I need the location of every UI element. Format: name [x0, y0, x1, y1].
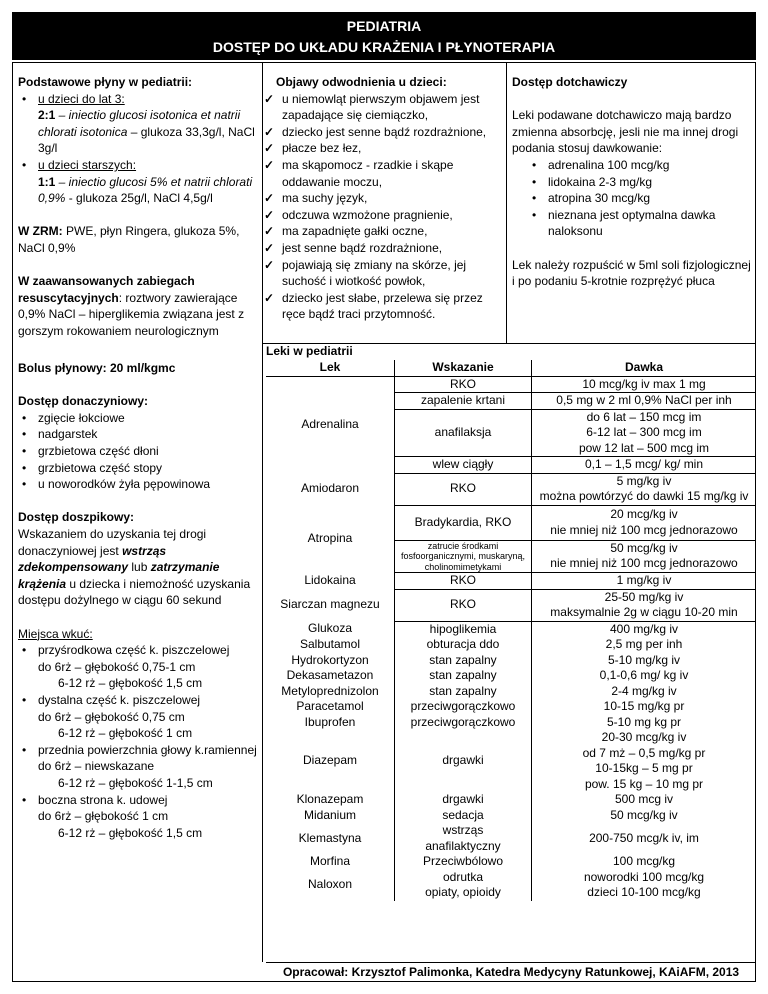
drug-indication: zatrucie środkami fosfoorganicznymi, muskaryną, cholinomimetykami	[395, 540, 532, 573]
drug-name: Klemastyna	[298, 830, 362, 845]
table-row	[266, 808, 756, 824]
under3-ratio: 2:1	[38, 108, 56, 123]
table-row	[266, 715, 756, 731]
bolus-text: Bolus płynowy: 20 ml/kgmc	[18, 361, 176, 376]
drug-indication	[395, 823, 532, 854]
site-item	[18, 792, 258, 842]
drug-dose: 1 mg/kg iv	[532, 573, 757, 590]
drug-indication: zapalenie krtani	[395, 393, 532, 410]
under3-desc: – iniectio glucosi isotonica et natrii chlorati isotonica	[38, 108, 241, 139]
drug-name: Klonazepam	[296, 792, 364, 806]
dehydration-list	[262, 91, 502, 323]
dehydration-item: ✓ odczuwa wzmożone pragnienie,	[262, 207, 502, 224]
site-label: dystalna część k. piszczelowej	[38, 692, 201, 707]
divider-col2	[506, 62, 507, 344]
endotracheal-column	[512, 74, 752, 290]
dehydration-title: Objawy odwodnienia u dzieci:	[276, 75, 447, 89]
io-text2: u dziecka i niemożność uzyskania dostępu dożylnego w ciągu 60 sekund	[18, 576, 251, 608]
drug-indication: RKO	[395, 376, 532, 393]
io-shock: wstrząs zdekompensowany	[18, 543, 167, 575]
site-item	[18, 742, 258, 792]
drug-dose: 2,5 mg per inh	[605, 637, 683, 651]
dose-line: 50 mcg/kg iv	[610, 540, 678, 555]
table-row	[266, 573, 756, 590]
zrm-paragraph	[18, 223, 258, 256]
io-title: Dostęp doszpikowy:	[18, 510, 135, 525]
iv-list	[18, 410, 258, 493]
table-row	[266, 668, 756, 684]
dehydration-item: ✓ dziecko jest słabe, przelewa się przez ręce bądź traci przytomność.	[262, 290, 502, 323]
drug-dose: 5-10 mg/kg iv	[607, 652, 681, 667]
dehydration-item: ✓ u niemowląt pierwszym objawem jest zapadające się ciemiączko,	[262, 91, 502, 124]
endotracheal-item: • atropina 30 mcg/kg	[512, 190, 752, 207]
dose-line: od 7 mż – 0,5 mg/kg pr	[582, 745, 706, 760]
dose-line: 5 mg/kg iv	[616, 473, 672, 488]
drug-name: Salbutamol	[299, 637, 361, 651]
drug-indication: Bradykardia, RKO	[395, 505, 532, 540]
drug-indication: stan zapalny	[395, 684, 532, 700]
zrm-text: PWE, płyn Ringera, glukoza 5%, NaCl 0,9%	[18, 224, 240, 255]
site-depth: 6-12 rż – głębokość 1,5 cm	[58, 676, 203, 691]
drug-dose: 10 mcg/kg iv max 1 mg	[532, 376, 757, 393]
drug-indication: RKO	[395, 473, 532, 505]
drug-dose: 100 mcg/kg	[612, 854, 676, 868]
adv-paragraph	[18, 273, 258, 339]
dehydration-item: ✓ ma zapadnięte gałki oczne,	[262, 223, 502, 240]
drug-indication: stan zapalny	[395, 668, 532, 684]
drug-indication: anafilaksja	[395, 409, 532, 457]
divider-table-left	[262, 344, 263, 962]
drug-indication: Przeciwbólowo	[395, 854, 532, 870]
io-text1: Wskazaniem do uzyskania tej drogi donaczyniowej jest	[18, 527, 207, 558]
table-row	[266, 792, 756, 808]
iv-item: • u noworodków żyła pępowinowa	[18, 476, 258, 493]
drug-dose: 10-15 mg/kg pr	[603, 699, 685, 713]
table-row	[266, 376, 756, 393]
drug-indication: drgawki	[395, 792, 532, 808]
fluids-item-under3	[18, 91, 258, 157]
drug-dose: 6-12 lat – 300 mcg im	[586, 425, 702, 439]
endotracheal-item: • nieznana jest optymalna dawka naloksonu	[512, 207, 752, 240]
adv-text: : roztwory zawierające 0,9% NaCl – hiperglikemia związana jest z gorszym rokowaniem neurologicznym	[18, 290, 245, 338]
drug-name: Paracetamol	[296, 699, 364, 713]
endotracheal-item: • lidokaina 2-3 mg/kg	[512, 174, 752, 191]
drug-name: Morfina	[309, 854, 350, 868]
endotracheal-item: • adrenalina 100 mcg/kg	[512, 157, 752, 174]
drug-indication: stan zapalny	[395, 653, 532, 669]
dose-line: 20 mcg/kg iv	[610, 507, 678, 521]
drug-indication: RKO	[395, 573, 532, 590]
dose-line: nie mniej niż 100 mcg jednorazowo	[550, 556, 738, 571]
table-row	[266, 699, 756, 715]
io-paragraph	[18, 526, 258, 609]
drug-indication: sedacja	[395, 808, 532, 824]
indication-line: wstrząs	[442, 823, 484, 837]
dehydration-item: ✓ ma skąpomocz - rzadkie i skąpe oddawanie moczu,	[262, 157, 502, 190]
dehydration-item: ✓ dziecko jest senne bądź rozdrażnione,	[262, 124, 502, 141]
drug-dose: pow 12 lat – 500 mcg im	[532, 441, 757, 457]
endotracheal-intro: Leki podawane dotchawiczo mają bardzo zmienna absorbcję, jesli nie ma innej drogi podania stosuj dawkowanie:	[512, 108, 739, 156]
drug-dose	[532, 870, 757, 901]
drug-dose	[532, 473, 757, 505]
drug-indication: wlew ciągły	[395, 457, 532, 474]
drug-indication: hipoglikemia	[395, 621, 532, 637]
footer-credit: Opracował: Krzysztof Palimonka, Katedra Medycyny Ratunkowej, KAiAFM, 2013	[266, 962, 756, 983]
header-subtitle: DOSTĘP DO UKŁADU KRAŻENIA I PŁYNOTERAPIA	[212, 39, 556, 55]
table-row	[266, 823, 756, 854]
drug-name: Midanium	[303, 807, 357, 822]
dehydration-item: ✓ jest senne bądź rozdrażnione,	[262, 240, 502, 257]
site-depth: do 6rż – niewskazane	[38, 759, 155, 774]
iv-item: • zgięcie łokciowe	[18, 410, 258, 427]
older-ratio: 1:1	[38, 174, 56, 189]
dose-line: 20-30 mcg/kg iv	[601, 730, 687, 744]
col-header-drug: Lek	[266, 360, 395, 376]
drug-name: Siarczan magnezu	[280, 597, 380, 612]
sites-list	[18, 642, 258, 841]
dose-line: maksymalnie 2g w ciągu 10-20 min	[550, 605, 738, 619]
drug-dose	[532, 540, 757, 573]
drug-dose: 400 mg/kg iv	[609, 621, 679, 636]
drug-name: Atropina	[307, 531, 353, 545]
site-depth: 6-12 rż – głębokość 1,5 cm	[58, 825, 203, 840]
io-or: lub	[128, 560, 151, 575]
table-row	[266, 473, 756, 505]
dose-line: można powtórzyć do dawki 15 mg/kg iv	[539, 489, 749, 503]
table-row	[266, 730, 756, 792]
table-row	[266, 870, 756, 901]
table-row	[266, 589, 756, 621]
sites-title: Miejsca wkuć:	[18, 626, 93, 641]
endotracheal-list	[512, 157, 752, 240]
site-depth: do 6rż – głębokość 0,75-1 cm	[38, 659, 196, 674]
dose-line: noworodki 100 mcg/kg	[583, 869, 705, 884]
page-header	[12, 12, 756, 60]
drug-name: Adrenalina	[301, 417, 359, 431]
iv-item: • grzbietowa część stopy	[18, 460, 258, 477]
drug-name: Ibuprofen	[304, 714, 356, 729]
drug-indication: przeciwgorączkowo	[395, 699, 532, 715]
endotracheal-title: Dostęp dotchawiczy	[512, 75, 628, 89]
drug-name: Dekasametazon	[286, 668, 374, 682]
dose-line: 10-15kg – 5 mg pr	[595, 761, 693, 775]
drug-dose: 0,1 – 1,5 mcg/ kg/ min	[532, 457, 757, 474]
drug-name: Diazepam	[302, 753, 358, 768]
table-row	[266, 621, 756, 637]
table-header-row	[266, 360, 756, 376]
drug-indication	[395, 870, 532, 901]
dose-line: 25-50 mg/kg iv	[604, 589, 684, 604]
drug-dose	[532, 589, 757, 621]
site-depth: 6-12 rż – głębokość 1-1,5 cm	[58, 775, 213, 790]
indication-line: anafilaktyczny	[425, 838, 501, 853]
drug-dose: do 6 lat – 150 mcg im	[586, 409, 702, 424]
site-item	[18, 642, 258, 692]
table-row	[266, 854, 756, 870]
adv-label: W zaawansowanych zabiegach resuscytacyjnych	[18, 274, 195, 305]
table-row	[266, 637, 756, 653]
iv-item: • nadgarstek	[18, 426, 258, 443]
site-depth: do 6rż – głębokość 1 cm	[38, 809, 169, 824]
table-row	[266, 653, 756, 669]
drug-dose: 0,1-0,6 mg/ kg iv	[599, 668, 689, 682]
older-label: u dzieci starszych:	[38, 157, 137, 172]
drug-dose	[532, 505, 757, 540]
older-desc: – iniectio glucosi 5% et natrii chlorati 0,9%	[38, 174, 253, 206]
drug-indication: RKO	[395, 589, 532, 621]
dose-line: nie mniej niż 100 mcg jednorazowo	[550, 522, 738, 537]
io-arrest: zatrzymanie krążenia	[18, 560, 220, 591]
iv-item: • grzbietowa część dłoni	[18, 443, 258, 460]
site-label: przyśrodkowa część k. piszczelowej	[38, 643, 230, 658]
drug-dose: 2-4 mg/kg iv	[611, 683, 677, 698]
drug-indication: przeciwgorączkowo	[395, 715, 532, 731]
under3-tail: – glukoza 33,3g/l, NaCl 3g/l	[38, 124, 255, 156]
drug-indication: obturacja ddo	[395, 637, 532, 653]
dose-line: dzieci 10-100 mcg/kg	[587, 885, 701, 899]
under3-label: u dzieci do lat 3:	[38, 91, 125, 106]
dehydration-column	[262, 74, 502, 323]
drug-indication: drgawki	[395, 730, 532, 792]
drug-name: Amiodaron	[300, 481, 360, 496]
drug-dose: 50 mcg/kg iv	[610, 807, 678, 822]
header-title: PEDIATRIA	[346, 18, 422, 34]
drug-dose: 0,5 mg w 2 ml 0,9% NaCl per inh	[532, 393, 757, 410]
col-header-indication: Wskazanie	[395, 360, 532, 376]
site-depth: do 6rż – głębokość 0,75 cm	[38, 709, 185, 724]
col-header-dose: Dawka	[532, 360, 757, 376]
table-row	[266, 684, 756, 700]
drugs-title: Leki w pediatrii	[266, 344, 353, 358]
zrm-label: W ZRM:	[18, 224, 63, 239]
dehydration-item: ✓ ma suchy język,	[262, 190, 502, 207]
drug-name: Glukoza	[307, 621, 353, 636]
drug-dose: 5-10 mg kg pr	[606, 714, 682, 729]
drug-name: Hydrokortyzon	[291, 652, 369, 667]
dose-line: pow. 15 kg – 10 mg pr	[584, 776, 704, 791]
older-tail: - glukoza 25g/l, NaCl 4,5g/l	[65, 191, 213, 206]
drug-dose: 200-750 mcg/k iv, im	[589, 830, 699, 845]
dehydration-item: ✓ płacze bez łez,	[262, 140, 502, 157]
drug-name: Lidokaina	[304, 573, 356, 587]
drug-name: Naloxon	[307, 877, 353, 892]
site-depth: 6-12 rż – głębokość 1 cm	[58, 726, 193, 741]
iv-title: Dostęp donaczyniowy:	[18, 394, 149, 409]
drug-dose	[532, 730, 757, 792]
fluids-title: Podstawowe płyny w pediatrii:	[18, 75, 193, 89]
drug-dose: 500 mcg iv	[614, 792, 674, 806]
fluids-column	[18, 74, 258, 841]
site-item	[18, 692, 258, 742]
drugs-table	[266, 360, 756, 901]
fluids-item-older	[18, 157, 258, 207]
dehydration-item: ✓ pojawiają się zmiany na skórze, jej suchość i wiotkość powłok,	[262, 257, 502, 290]
indication-line: odrutka	[442, 869, 484, 884]
endotracheal-note: Lek należy rozpuścić w 5ml soli fizjologicznej i po podaniu 5-krotnie rozprężyć płuca	[512, 257, 751, 289]
site-label: przednia powierzchnia głowy k.ramiennej	[38, 742, 257, 757]
site-label: boczna strona k. udowej	[38, 792, 168, 807]
drug-name: Metyloprednizolon	[281, 683, 379, 698]
table-row	[266, 505, 756, 540]
indication-line: opiaty, opioidy	[425, 885, 501, 899]
fluids-list	[18, 91, 258, 207]
